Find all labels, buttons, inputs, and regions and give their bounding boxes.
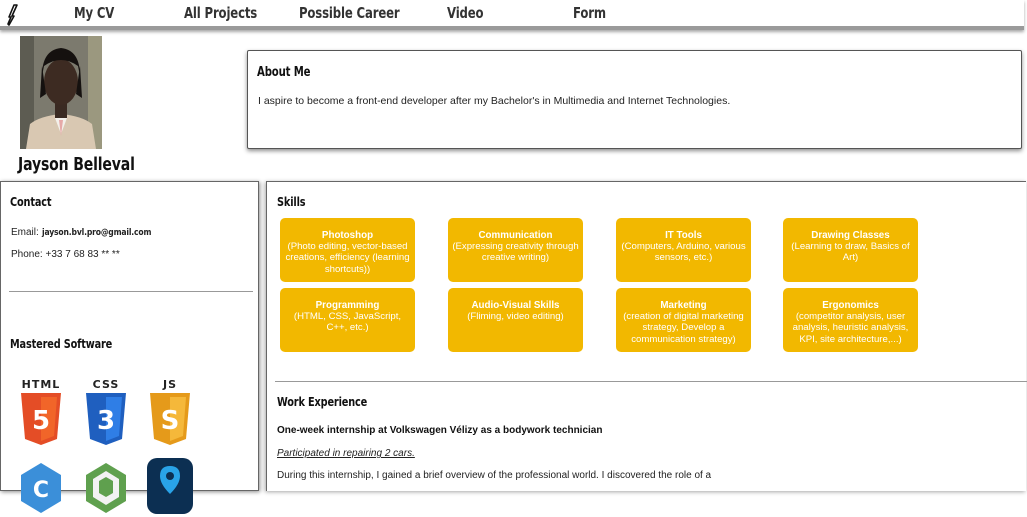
skill-card-drawing-classes[interactable] [783,218,918,282]
sidebar-panel [0,181,259,503]
skill-title: Programming [315,300,380,311]
about-me-card [247,50,1022,149]
contact-title: Contact [10,194,52,209]
mastered-software-title: Mastered Software [10,336,113,351]
skill-desc: (creation of digital marketing strategy, Develop a communication strategy) [623,311,744,345]
nav-item-video[interactable]: Video [447,4,484,22]
skill-title: IT Tools [665,230,702,241]
contact-divider [9,291,253,292]
skill-title: Drawing Classes [811,230,890,241]
contact-email-row [11,227,170,238]
work-experience-title: Work Experience [277,394,368,409]
skill-title: Audio-Visual Skills [471,300,560,311]
skill-card-photoshop[interactable] [280,218,415,282]
skill-title: Photoshop [321,230,374,241]
skill-title: Marketing [660,300,707,311]
svg-text:S: S [160,406,180,436]
svg-text:3: 3 [96,406,116,436]
skill-desc: (Learning to draw, Basics of Art) [791,241,910,264]
js-icon [147,391,193,447]
phone-label: Phone: [11,249,43,260]
skill-card-communication[interactable] [448,218,583,282]
skill-card-audio-visual[interactable] [448,288,583,352]
skill-desc: (Fliming, video editing) [467,311,564,323]
skill-desc: (HTML, CSS, JavaScript, C++, etc.) [293,311,402,334]
skill-card-programming[interactable] [280,288,415,352]
css3-icon [83,391,129,447]
nav-item-possible-career[interactable]: Possible Career [299,4,400,22]
email-label: Email: [11,227,39,238]
email-value[interactable]: jayson.bvl.pro@gmail.com [41,228,151,238]
js-label: JS [162,378,177,391]
skills-title: Skills [277,194,306,209]
about-me-text: I aspire to become a front-end developer after my Bachelor's in Multimedia and Internet Technologies. [258,95,731,107]
job-description: During this internship, I gained a brief overview of the professional world. I discovered the role of a [277,470,712,481]
maps-app-icon [147,458,193,514]
job-title: One-week internship at Volkswagen Vélizy as a bodywork technician [277,425,603,436]
skill-desc: (competitor analysis, user analysis, heuristic analysis, KPI, site architecture,...) [792,311,909,345]
skill-card-marketing[interactable] [616,288,751,352]
logo-icon[interactable] [6,4,18,26]
skill-desc: (Computers, Arduino, various sensors, etc.) [621,241,746,264]
profile-name: Jayson Belleval [18,154,135,175]
contact-phone-row [11,249,120,260]
skills-divider [275,381,1027,382]
nav-item-form[interactable]: Form [573,4,606,22]
nodejs-icon [83,461,129,517]
c-language-icon [18,461,64,517]
html5-icon [18,391,64,447]
svg-text:C: C [32,478,50,503]
main-panel [266,181,1026,491]
profile-photo [20,36,102,149]
css-label: CSS [92,378,120,391]
phone-value: +33 7 68 83 ** ** [45,249,120,260]
skill-desc: (Photo editing, vector-based creations, efficiency (learning shortcuts)) [285,241,410,275]
skill-title: Communication [478,230,553,241]
skill-title: Ergonomics [822,300,879,311]
skill-card-ergonomics[interactable] [783,288,918,352]
skill-card-it-tools[interactable] [616,218,751,282]
nav-item-all-projects[interactable]: All Projects [184,4,258,22]
skill-desc: (Expressing creativity through creative writing) [452,241,579,264]
html-label: HTML [21,378,61,391]
nav-item-my-cv[interactable]: My CV [74,4,115,22]
job-subtitle: Participated in repairing 2 cars. [277,448,415,459]
top-navbar [0,0,1024,30]
about-me-title: About Me [257,65,311,80]
portrait-image [20,36,102,149]
svg-text:5: 5 [31,406,51,436]
